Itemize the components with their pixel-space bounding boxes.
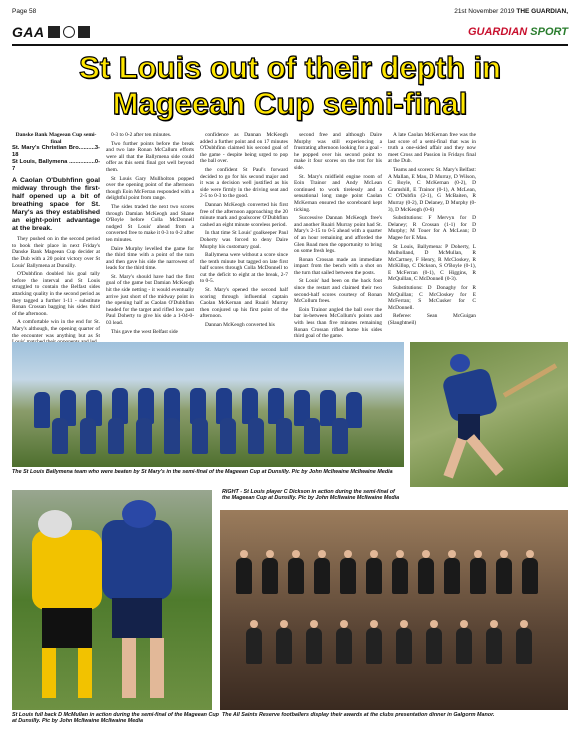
awards-photo-caption: The All Saints Reserve footballers display their awards at the clubs presentation dinner in Galgorm Manor. — [222, 712, 495, 718]
paragraph: St. Mary's midfield engine room of Eoin Trainor and Andy McLean continued to work tirelessly and a sensational long range point Caolan McKernan ensured the scoreboard kept ticking. — [294, 173, 382, 213]
section-label: GAA — [12, 24, 45, 40]
paragraph: Eoin Trainor angled the ball over the bar in-between McCollum's points and with less than five minutes remaining Ronan Crossan rifled home his sides third goal of the game. — [294, 306, 382, 340]
paragraph: Dannan McKeogh converted his — [205, 322, 275, 329]
paragraph: the confident St Paul's forward decided to go for his second major and it was a decision well justified as his side were firmly in the driving seat and 2-5 to 0-3 to the good. — [200, 166, 288, 200]
paragraph: second free and although Daire Murphy was still experiencing a frustrating afternoon looking for a goal - he popped over his second point to make it four scores on the trot for his side. — [294, 132, 382, 171]
paragraph: Substitutions: F Mervyn for D Delaney; R Crossan (1-1) for D Murphy; M Touer for A McLean; D Magee for E Mau. — [388, 215, 476, 241]
paragraph: O'Dubhfinn doubled his goal tally before the interval and St Louis struggled to contain the Belfast sides attacking quality in the second period as they tagged a further 1-11 - substitute Ronan Crossan bagging his sides third of the afternoon. — [12, 271, 100, 317]
paragraph: St Louis, Ballymena: P Doherty, L Mulholland, D McMullan, R McCartney, F Henry, R McCloskey, R McKillop, C Dickson, S O'Boyle (0-1), E McFerran (0-1), C Higgins, R McQuillan, C McDonnell (0-3). — [388, 243, 476, 283]
article-column-2 — [106, 132, 194, 337]
result-line-2: St Louis, Ballymena ................0-7 — [12, 159, 100, 173]
paragraph: In that time St Louis' goalkeeper Paul Doherty was forced to deny Daire Murphy his customary goal. — [200, 230, 288, 250]
paragraph: Dannan McKeogh converted his first free of the afternoon approaching the 20 minute mark and goalscorer O'Dubhfinn cashed an eight minute scoreless period. — [200, 201, 288, 228]
paragraph: A late Caolan McKernan free was the last score of a semi-final that was in truth a one-sided affair and they now meet Cross and Passion in Fridays final at the Dub. — [388, 132, 476, 165]
page-top-line — [12, 8, 568, 18]
article-column-3 — [200, 132, 288, 337]
paragraph: Substitutions: D Donaghy for R McQuillan; C McCloskey for E McFerran; S McCusker for C McDonnell. — [388, 285, 476, 311]
paragraph: confidence as Dannan McKeogh added a further point and on 17 minutes O'Dubhfinn claimed his second goal of the game - despite being urged to pop the ball over. — [200, 132, 288, 165]
paragraph: Daire Murphy levelled the game for the third time with a point of the turn and then gave his side the narrowest of leads for the third time. — [106, 245, 194, 272]
awards-photo — [220, 510, 568, 710]
player-action-photo-left — [12, 490, 212, 710]
result-box-title: Danske Bank Mageean Cup semi-final — [15, 132, 97, 145]
team-photo-caption: The St Louis Ballymena team who were beaten by St Mary's in the semi-final of the Mageean Cup at Dunsilly. Pic by John McIlwaine McIlwaine Media — [12, 469, 393, 475]
paragraph: Ballymena were without a score since the tenth minute but tagged on late first half scores through Colla McDonnell to cut the deficit to eight at the break, 2-7 to 0-5. — [200, 252, 288, 285]
team-photo — [12, 342, 404, 467]
ball-icon — [63, 26, 75, 38]
player-action-caption-left: St Louis full back D McMullan in action during the semi-final of the Mageean Cup at Dunsilly. Pic by John McIlwaine McIlwaine Media — [12, 712, 219, 725]
paragraph: St. Mary's should have had the first goal of the game but Damian McKeogh hit the side netting - it would eventually arrive just short of the midway point in the opening half as Caolan O'Dubhfinn headed for the target and rifled low past Paul Doherty to give his side a 1-04-0-03 lead. — [106, 273, 194, 327]
paragraph: St Louis Gary Mullholton popped over the opening point of the afternoon though Eoin McFerran responded with a delightful point from range. — [106, 175, 194, 202]
player-action-photo-right — [410, 342, 568, 487]
section-header — [12, 22, 568, 46]
headline — [0, 50, 580, 126]
article-column-5 — [388, 132, 476, 337]
paragraph: St. Mary's opened the second half scoring through influential captain Caolan McKernan and Ruairi Murray then conjured up his first point of the afternoon. — [200, 287, 288, 320]
paragraph: 0-3 to 0-2 after ten minutes. — [111, 132, 172, 138]
paragraph: They pushed on in the second period to book their place in next Friday's Danske Bank Mageean Cup decider at the Dub with a 20 point victory over St Louis' Ballymena at Dunsilly. — [12, 236, 100, 269]
player-action-caption-right: RIGHT - St Louis player C Dickson in action during the semi-final of the Mageean Cup at Dunsilly. Pic by John McIlwaine McIlwaine Media — [222, 489, 400, 502]
hurley-icon — [48, 26, 60, 38]
paragraph: This gave the west Belfast side — [111, 328, 178, 335]
hurley-icon — [78, 26, 90, 38]
paragraph: St Louis' had been on the back foot since the restart and claimed their two second-half scores courtesy of Ronan McCollum frees. — [294, 278, 382, 305]
headline-line-2: Mageean Cup semi-final — [112, 86, 468, 121]
paragraph: Successive Dannan McKeogh free's and another Ruairi Murray point had St. Mary's 2-15 to 0-5 ahead with a quarter of an hour remaining and afforded the Glen Road men the opportunity to bring on some fresh legs. — [294, 215, 382, 255]
article-body — [12, 132, 568, 340]
paragraph: The sides traded the next two scores through Damian McKeogh and Shane O'Boyle before Colla McDonnell nudged St Louis' ahead from a converted free to make it 0-3 to 0-2 after ten minutes. — [106, 203, 194, 243]
article-column-4 — [294, 132, 382, 340]
paragraph: A comfortable win in the end for St. Mary's although, the opening quarter of the encounter was anything but as St — [12, 319, 100, 339]
masthead: THE GUARDIAN, — [516, 8, 568, 15]
result-line-1: St. Mary's Christian Bro..........3-18 — [12, 145, 100, 159]
issue-date: 21st November 2019 THE GUARDIAN, — [454, 8, 568, 15]
gaa-icons — [48, 26, 90, 40]
article-column-1 — [12, 132, 100, 337]
paragraph: Referee: Sean McGuigan (Slaughtneil) — [388, 313, 476, 327]
paragraph: Ronan Crossan made an immediate impact from the bench with a shot on the turn that sailed between the posts. — [294, 256, 382, 276]
section-brand: GUARDIAN SPORT — [467, 26, 568, 38]
paragraph: Teams and scorers: St. Mary's Belfast: A Mallan, E Mau, D Murray, D Wilson, C Boyle, C McKernan (0-2), D Gramshill, E Trainor (0-1), A McLean, C O'Dubfin (2-1), G McBaiten, R Murray (0-2), D Delaney, D Murphy (0-3), D McKeogh (0-6) — [388, 166, 476, 213]
paragraph: Two further points before the break and two late Ronan McCallum efforts were all that the Ballymena side could offer as this semi final got well beyond them. — [106, 140, 194, 173]
headline-line-1: St Louis out of their depth in — [79, 50, 501, 85]
article-lead: A Caolan O'Dubhfinn goal midway through the first-half opened up a bit of breathing space for St. Mary's as they established an eight-point advantage at the break. — [12, 177, 100, 233]
page-number: Page 58 — [12, 8, 37, 15]
